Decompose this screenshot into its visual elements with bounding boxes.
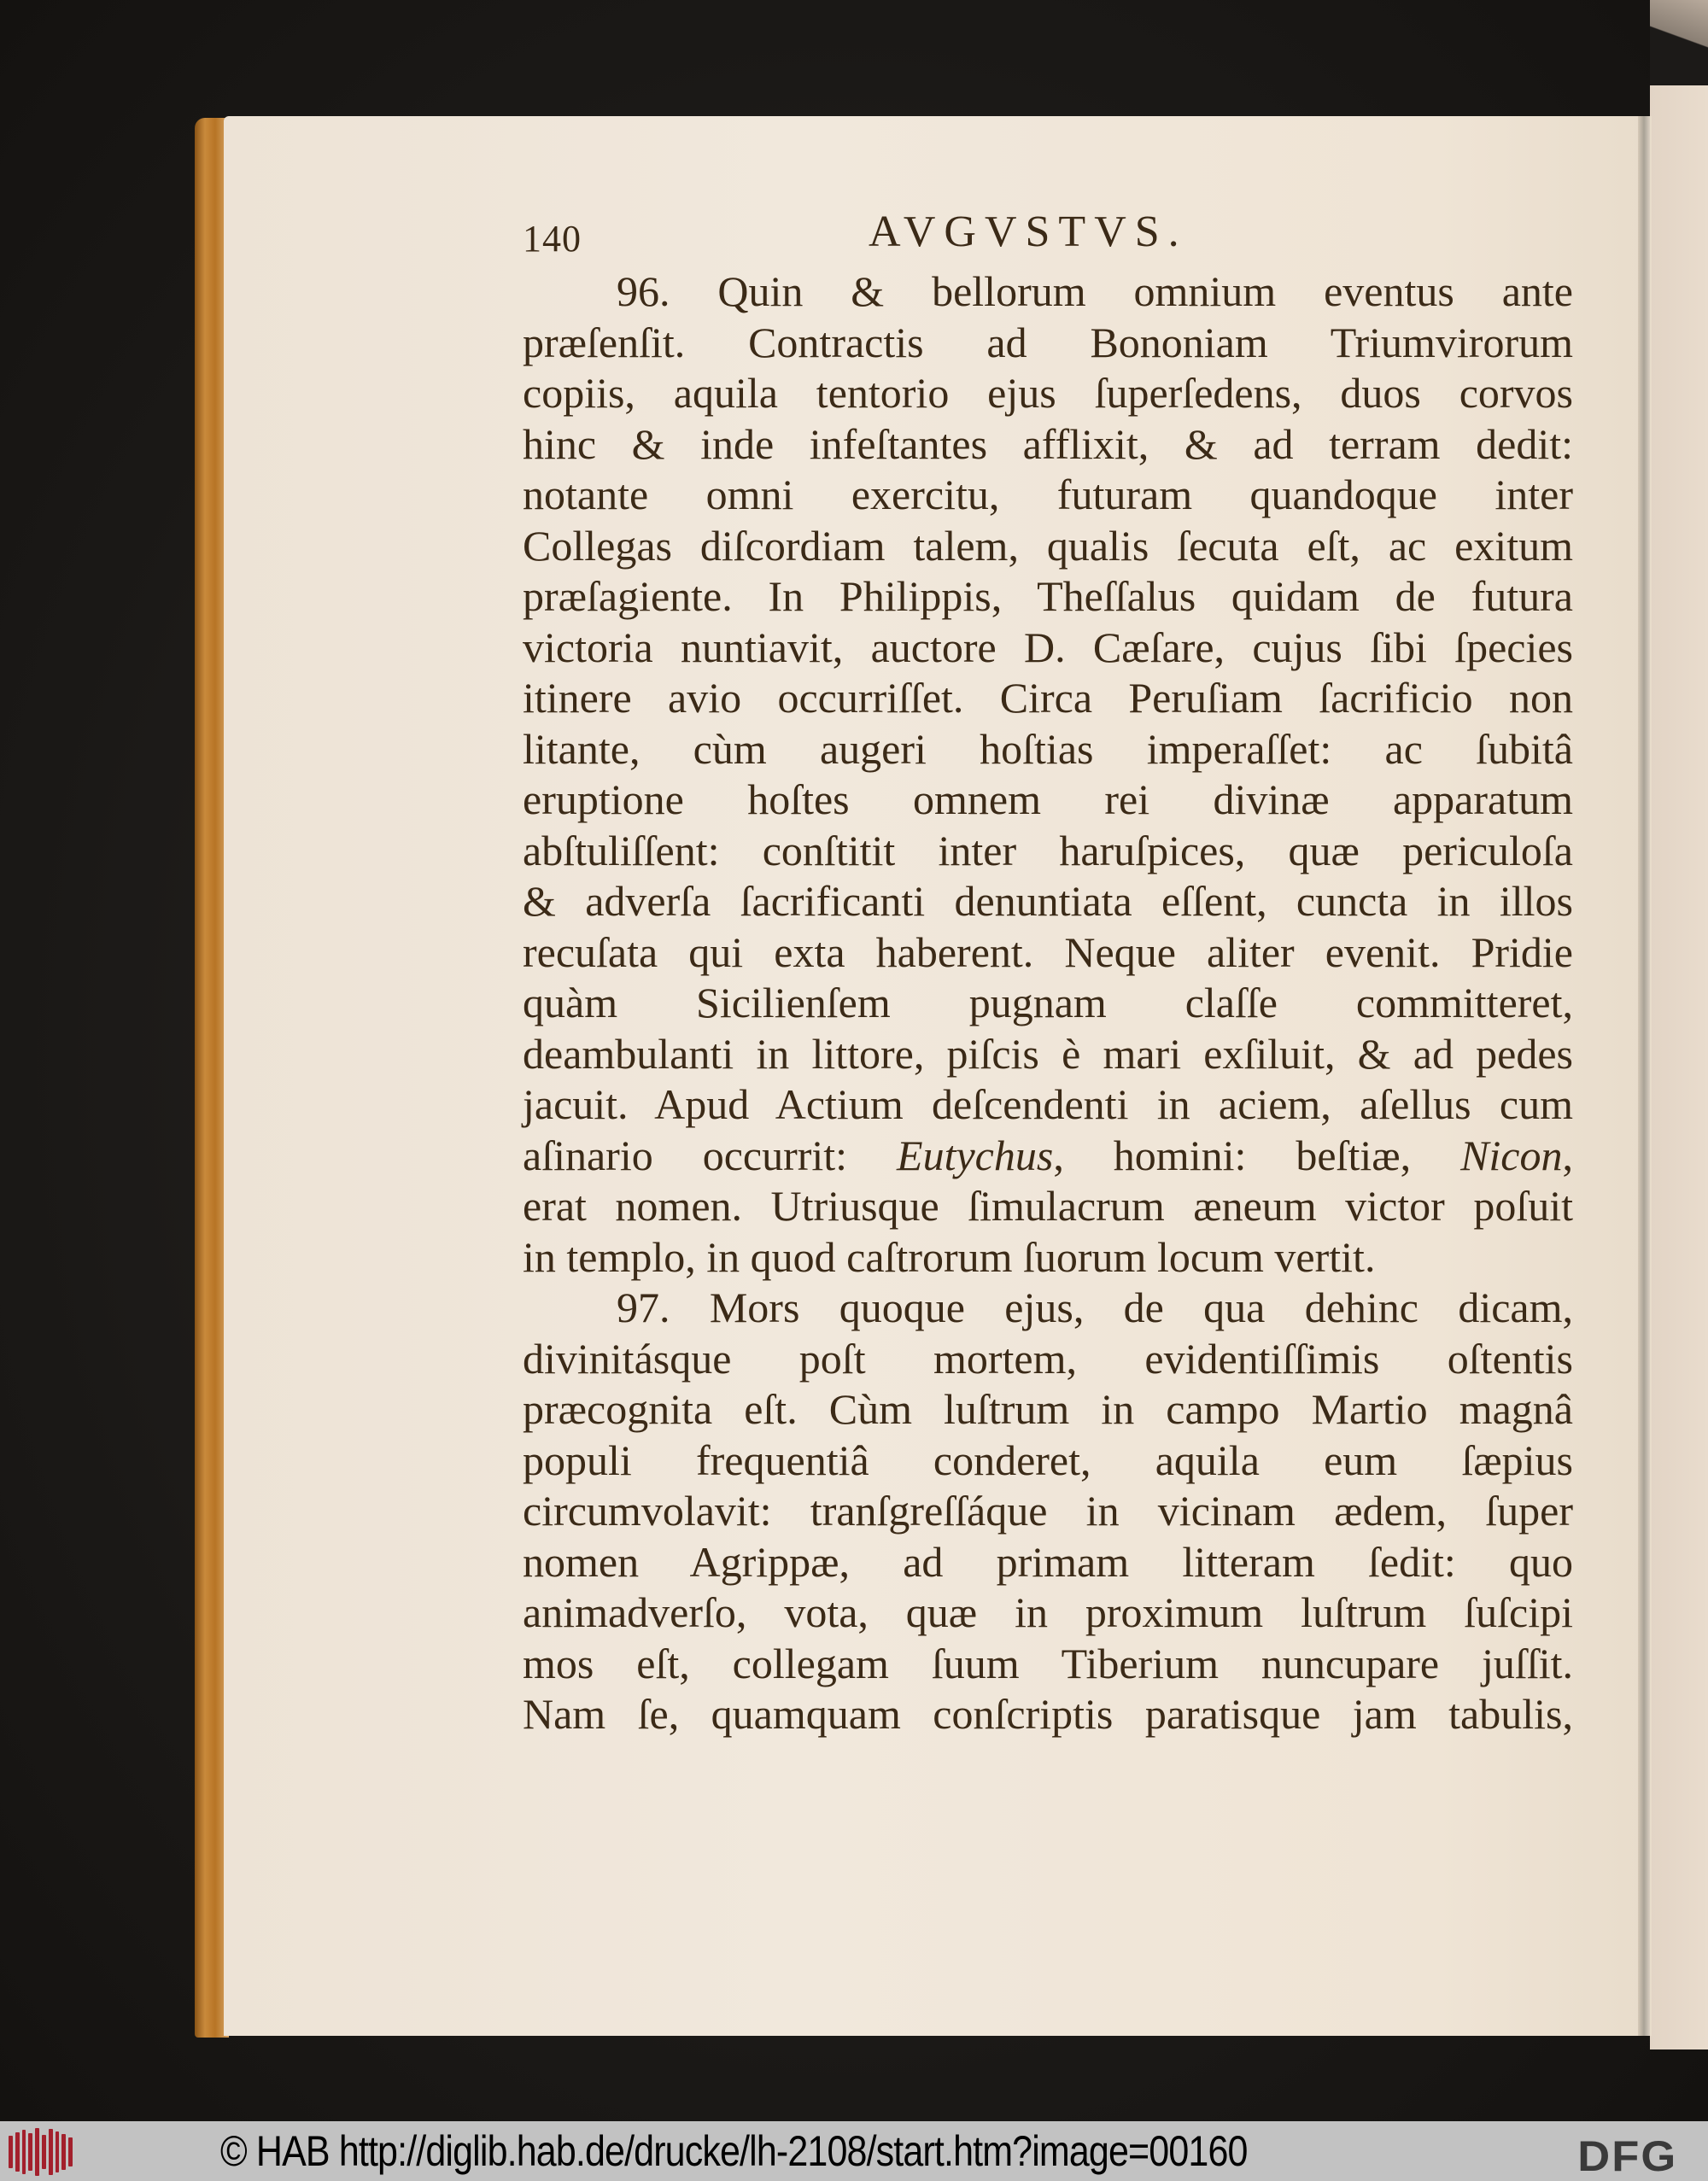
text-line: eruptione hoſtes omnem rei divinæ apparatum <box>523 775 1573 823</box>
text-line: præſagiente. In Philippis, Theſſalus quidam de futura <box>523 572 1573 620</box>
hab-logo-icon <box>9 2128 73 2176</box>
paragraph-96 <box>523 266 1667 1283</box>
text-line: deambulanti in littore, piſcis è mari exſiluit, & ad pedes <box>523 1029 1573 1078</box>
text-line: populi frequentiâ conderet, aquila eum ſæpius <box>523 1435 1573 1484</box>
copyright-link[interactable]: © HAB http://diglib.hab.de/drucke/lh-2108/start.htm?image=00160 <box>220 2127 1248 2175</box>
text-line: jacuit. Apud Actium deſcendenti in aciem, aſellus cum <box>523 1080 1573 1128</box>
text-line: 97. Mors quoque ejus, de qua dehinc dicam, <box>617 1283 1573 1331</box>
text-line: & adverſa ſacrificanti denuntiata eſſent, cuncta in illos <box>523 877 1573 925</box>
text-line: litante, cùm augeri hoſtias imperaſſet: ac ſubitâ <box>523 724 1573 773</box>
text-line: victoria nuntiavit, auctore D. Cæſare, cujus ſibi ſpecies <box>523 623 1573 671</box>
text-line: Collegas diſcordiam talem, qualis ſecuta eſt, ac exitum <box>523 521 1573 570</box>
paragraph-number: 97. <box>617 1283 670 1331</box>
text-line: circumvolavit: tranſgreſſáque in vicinam ædem, ſuper <box>523 1487 1573 1535</box>
text-line: 96. Quin & bellorum omnium eventus ante <box>617 267 1573 315</box>
page-text-block <box>523 208 1667 1740</box>
glass-plate-corner <box>1650 0 1708 96</box>
text-line: præcognita eſt. Cùm luſtrum in campo Martio magnâ <box>523 1385 1573 1433</box>
italic-name-eutychus: Eutychus <box>897 1131 1054 1179</box>
text-line: in templo, in quod caſtrorum ſuorum locum vertit. <box>523 1232 1376 1281</box>
text-line: copiis, aquila tentorio ejus ſuperſedens, duos corvos <box>523 369 1573 417</box>
text-line: mos eſt, collegam ſuum Tiberium nuncupare juſſit. <box>523 1639 1573 1687</box>
text-line: notante omni exercitu, futuram quandoque inter <box>523 471 1573 518</box>
footer-bar <box>0 2121 1708 2181</box>
running-head <box>523 208 1667 266</box>
text-line: præſenſit. Contractis ad Bononiam Triumvirorum <box>523 318 1573 366</box>
text-line: erat nomen. Utriusque ſimulacrum æneum victor poſuit <box>523 1182 1573 1230</box>
text-line: animadverſo, vota, quæ in proximum luſtrum ſuſcipi <box>523 1588 1573 1636</box>
text-line: Nam ſe, quamquam conſcriptis paratisque jam tabulis, <box>523 1690 1573 1738</box>
italic-name-nicon: Nicon <box>1460 1131 1563 1179</box>
text-line: itinere avio occurriſſet. Circa Peruſiam ſacrificio non <box>523 674 1573 722</box>
text-line: divinitásque poſt mortem, evidentiſſimis oſtentis <box>523 1334 1573 1383</box>
page-number: 140 <box>523 218 582 260</box>
text-line: abſtuliſſent: conſtitit inter haruſpices, quæ periculoſa <box>523 826 1573 874</box>
text-line: recuſata qui exta haberent. Neque aliter evenit. Pridie <box>523 927 1573 976</box>
running-head-title: AVGVSTVS. <box>869 208 1188 256</box>
text-line: nomen Agrippæ, ad primam litteram ſedit: quo <box>523 1537 1573 1586</box>
text-line: hinc & inde infeſtantes afflixit, & ad terram dedit: <box>523 419 1573 468</box>
text-line-with-italics: aſinario occurrit: Eutychus, homini: beſtiæ, Nicon, <box>523 1131 1573 1179</box>
text-line: quàm Sicilienſem pugnam claſſe committeret, <box>523 979 1573 1026</box>
paragraph-number: 96. <box>617 267 670 315</box>
paragraph-97 <box>523 1283 1667 1740</box>
dfg-logo-icon: DFG <box>1577 2132 1678 2180</box>
